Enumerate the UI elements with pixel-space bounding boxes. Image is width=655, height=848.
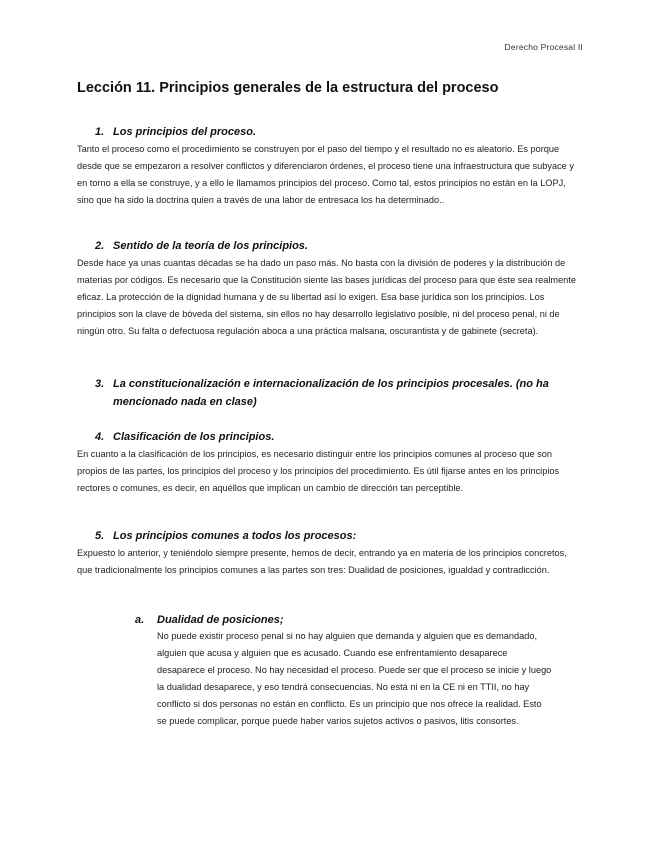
section-heading bbox=[77, 375, 577, 411]
section-1 bbox=[77, 124, 577, 209]
section-paragraph: Desde hace ya unas cuantas décadas se ha dado un paso más. No basta con la división de poderes y la distribución de materias por códigos. Es necesario que la Constitución siente las bases jurídicas del proceso para que éste sea realmente eficaz. La protección de la dignidad humana y de su libertad así lo exigen. Esa base jurídica son los principios. Los principios son la clave de bóveda del sistema, sin ellos no hay desarrollo legislativo posible, ni del proceso penal, ni de ningún otro. Su falta o defectuosa regulación aboca a una práctica malsana, oscurantista y de gabinete (secreta). bbox=[77, 258, 576, 336]
section-heading-text: Clasificación de los principios. bbox=[113, 431, 275, 443]
section-heading bbox=[77, 238, 577, 255]
section-heading-text: Los principios comunes a todos los procesos: bbox=[113, 530, 357, 542]
subsection-heading bbox=[135, 612, 575, 628]
subsection-number: a. bbox=[135, 614, 145, 626]
section-2 bbox=[77, 238, 577, 340]
section-heading-text: Los principios del proceso. bbox=[113, 126, 257, 138]
subsection-heading-text: Dualidad de posiciones; bbox=[157, 614, 284, 626]
subsection-a bbox=[135, 612, 575, 729]
section-number: 4. bbox=[95, 431, 105, 443]
section-paragraph: En cuanto a la clasificación de los principios, es necesario distinguir entre los principios comunes al proceso que son propios de las partes, los principios del proceso y los principios del procedimiento. Es útil fijarse antes en los principios rectores o comunes, es decir, en aquéllos que implican un cambio de dirección tan perceptible. bbox=[77, 449, 560, 493]
section-heading bbox=[77, 429, 577, 446]
section-number: 1. bbox=[95, 126, 105, 138]
section-4 bbox=[77, 429, 577, 497]
section-number: 2. bbox=[95, 240, 105, 252]
section-heading-text: Sentido de la teoría de los principios. bbox=[113, 240, 308, 252]
subsection-paragraph: No puede existir proceso penal si no hay alguien que demanda y alguien que es demandado, alguien que acusa y alguien que es acusado. Cuando ese enfrentamiento desaparece desaparece el proceso. No hay necesidad el proceso. Puede ser que el proceso se inicie y luego la dualidad desaparece, y eso tendrá consecuencias. No está ni en la CE ni en TTII, no hay conflicto si dos personas no están en conflicto. Es un principio que nos ofrece la realidad. Esto se puede complicar, porque puede haber varios sujetos activos o pasivos, litis consortes. bbox=[157, 631, 552, 726]
section-paragraph: Tanto el proceso como el procedimiento se construyen por el paso del tiempo y el resultado no es aleatorio. Es porque desde que se empezaron a resolver conflictos y diferenciaron órdenes, el proceso tiene una infraestructura que subyace y en torno a ella se construye, y a ello le llamamos principios del proceso. Como tal, estos principios no están en la LOPJ, sino que ha sido la doctrina quien a través de una labor de entresaca los ha determinado.. bbox=[77, 144, 574, 205]
page-title: Lección 11. Principios generales de la estructura del proceso bbox=[77, 80, 499, 96]
section-5 bbox=[77, 528, 577, 579]
section-number: 3. bbox=[95, 378, 105, 390]
section-heading bbox=[77, 124, 577, 141]
section-3 bbox=[77, 375, 577, 411]
section-heading-text: La constitucionalización e internacionalización de los principios procesales. (no ha mencionado nada en clase) bbox=[113, 378, 549, 408]
section-number: 5. bbox=[95, 530, 105, 542]
section-paragraph: Expuesto lo anterior, y teniéndolo siempre presente, hemos de decir, entrando ya en materia de los principios concretos, que tradicionalmente los principios comunes a las partes son tres: Dualidad de posiciones, igualdad y contradicción. bbox=[77, 548, 567, 575]
section-heading bbox=[77, 528, 577, 545]
running-header: Derecho Procesal II bbox=[504, 42, 583, 52]
